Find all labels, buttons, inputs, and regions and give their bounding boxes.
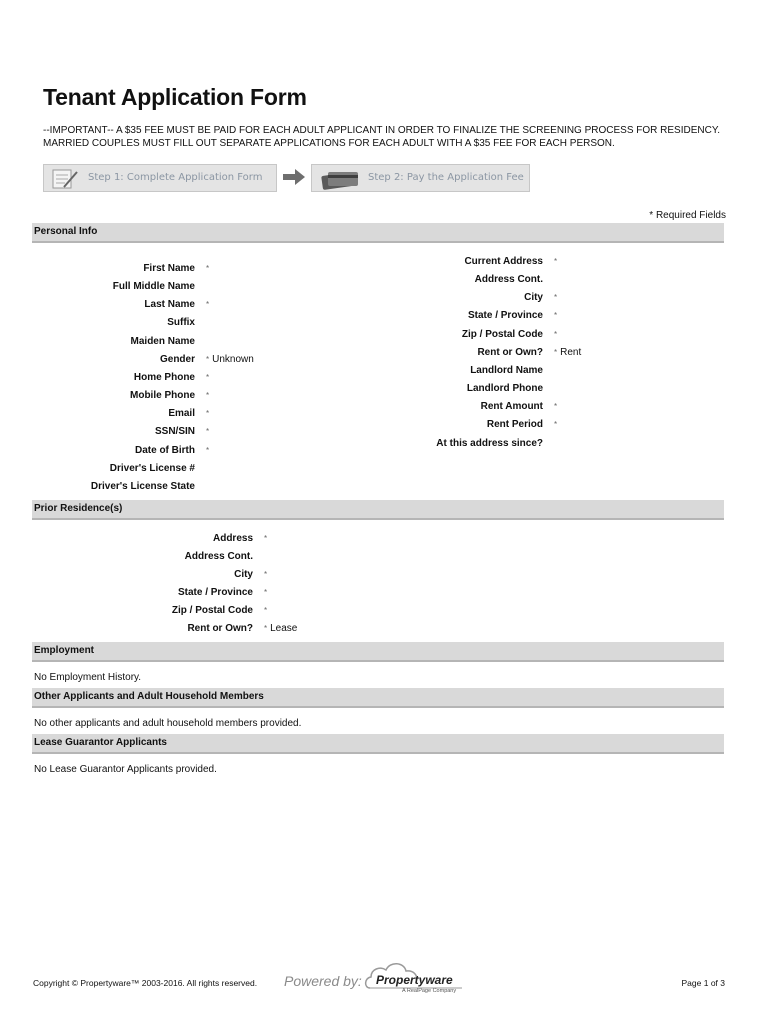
field-value: [264, 533, 270, 544]
rent-or-own-value: Rent: [560, 347, 582, 358]
logo-name: Propertyware: [376, 973, 453, 987]
field-value: [554, 419, 560, 430]
section-prior-residence: [32, 500, 724, 520]
notice-line-1: --IMPORTANT-- A $35 FEE MUST BE PAID FOR EACH ADULT APPLICANT IN ORDER TO FINALIZE THE SCREENING PROCESS FOR RESIDENCY.: [43, 125, 720, 136]
required-marker: *: [554, 402, 558, 411]
field-value: [264, 623, 297, 634]
field-label: Rent Period: [486, 419, 543, 430]
field-label: Mobile Phone: [130, 390, 195, 401]
field-value: [554, 310, 560, 321]
field-label: Address: [212, 533, 253, 544]
field-label: State / Province: [467, 310, 543, 321]
section-employment-title: Employment: [34, 645, 95, 656]
field-label: First Name: [143, 263, 195, 274]
field-label: Gender: [159, 354, 195, 365]
powered-by-label: Powered by:: [284, 973, 362, 989]
logo-subtitle: A RealPage Company: [402, 988, 457, 994]
required-marker: *: [554, 311, 558, 320]
required-marker: *: [554, 348, 558, 357]
footer-copyright: Copyright © Propertyware™ 2003-2016. All rights reserved.: [33, 978, 258, 988]
field-label: Zip / Postal Code: [461, 329, 543, 340]
field-value: [206, 263, 212, 274]
required-marker: *: [264, 624, 268, 633]
section-personal-info-title: Personal Info: [34, 226, 98, 237]
field-value: [554, 347, 581, 358]
field-label: At this address since?: [436, 438, 543, 449]
field-label: Driver's License #: [109, 463, 195, 474]
required-marker: *: [206, 427, 210, 436]
required-marker: *: [264, 570, 268, 579]
field-value: [206, 445, 212, 456]
page-title: Tenant Application Form: [43, 84, 307, 110]
field-label: Zip / Postal Code: [171, 605, 253, 616]
employment-note: No Employment History.: [34, 672, 142, 683]
field-label: Home Phone: [133, 372, 195, 383]
field-label: Address Cont.: [474, 274, 543, 285]
notepad-icon: [50, 168, 80, 190]
field-label: Full Middle Name: [112, 281, 195, 292]
other-applicants-note: No other applicants and adult household members provided.: [34, 718, 302, 729]
field-label: Current Address: [464, 256, 543, 267]
section-guarantors-title: Lease Guarantor Applicants: [34, 737, 167, 748]
notice-line-2: MARRIED COUPLES MUST FILL OUT SEPARATE APPLICATIONS FOR EACH ADULT WITH A $35 FEE FOR EACH PERSON.: [43, 138, 615, 149]
required-marker: *: [554, 330, 558, 339]
required-fields-note: * Required Fields: [649, 210, 726, 221]
field-value: [554, 401, 560, 412]
section-other-applicants: [32, 688, 724, 708]
field-label: Landlord Phone: [466, 383, 543, 394]
field-label: Rent or Own?: [187, 623, 253, 634]
required-marker: *: [264, 588, 268, 597]
field-label: Driver's License State: [90, 481, 195, 492]
section-prior-residence-title: Prior Residence(s): [34, 503, 123, 514]
required-marker: *: [206, 409, 210, 418]
field-label: State / Province: [177, 587, 253, 598]
required-marker: *: [206, 264, 210, 273]
step-1-tab[interactable]: [43, 164, 277, 192]
step-2-tab[interactable]: [311, 164, 530, 192]
field-value: [206, 354, 254, 365]
field-value: [264, 605, 270, 616]
section-other-applicants-title: Other Applicants and Adult Household Members: [34, 691, 264, 702]
field-label: Date of Birth: [135, 445, 195, 456]
field-label: Address Cont.: [184, 551, 253, 562]
required-marker: *: [206, 391, 210, 400]
field-value: [206, 299, 212, 310]
step-2-label: Step 2: Pay the Application Fee: [368, 172, 524, 183]
guarantors-note: No Lease Guarantor Applicants provided.: [34, 764, 217, 775]
required-marker: *: [206, 446, 210, 455]
field-value: [264, 569, 270, 580]
field-label: Rent Amount: [480, 401, 543, 412]
field-label: Last Name: [144, 299, 195, 310]
credit-card-icon: [318, 168, 362, 190]
field-value: [206, 372, 212, 383]
required-marker: *: [264, 534, 268, 543]
gender-value: Unknown: [212, 354, 254, 365]
field-label: Maiden Name: [130, 336, 195, 347]
field-value: [554, 292, 560, 303]
field-label: Email: [168, 408, 195, 419]
required-marker: *: [206, 300, 210, 309]
arrow-right-icon: [283, 169, 305, 185]
required-marker: *: [206, 373, 210, 382]
field-label: City: [234, 569, 253, 580]
field-value: [264, 587, 270, 598]
section-guarantors: [32, 734, 724, 754]
required-marker: *: [554, 293, 558, 302]
step-1-label: Step 1: Complete Application Form: [88, 172, 263, 183]
required-marker: *: [206, 355, 210, 364]
field-label: City: [524, 292, 543, 303]
field-value: [554, 256, 560, 267]
section-personal-info: [32, 223, 724, 243]
step-progress: [43, 164, 530, 192]
page-number: Page 1 of 3: [681, 978, 725, 988]
propertyware-logo: [362, 958, 468, 998]
field-value: [206, 390, 212, 401]
important-notice: [43, 124, 743, 150]
required-marker: *: [264, 606, 268, 615]
required-marker: *: [554, 420, 558, 429]
field-value: [206, 408, 212, 419]
required-marker: *: [554, 257, 558, 266]
field-label: SSN/SIN: [154, 426, 195, 437]
field-value: [554, 329, 560, 340]
field-label: Landlord Name: [470, 365, 543, 376]
prior-rent-or-own-value: Lease: [270, 623, 298, 634]
field-value: [206, 426, 212, 437]
field-label: Suffix: [167, 317, 195, 328]
section-employment: [32, 642, 724, 662]
field-label: Rent or Own?: [477, 347, 543, 358]
